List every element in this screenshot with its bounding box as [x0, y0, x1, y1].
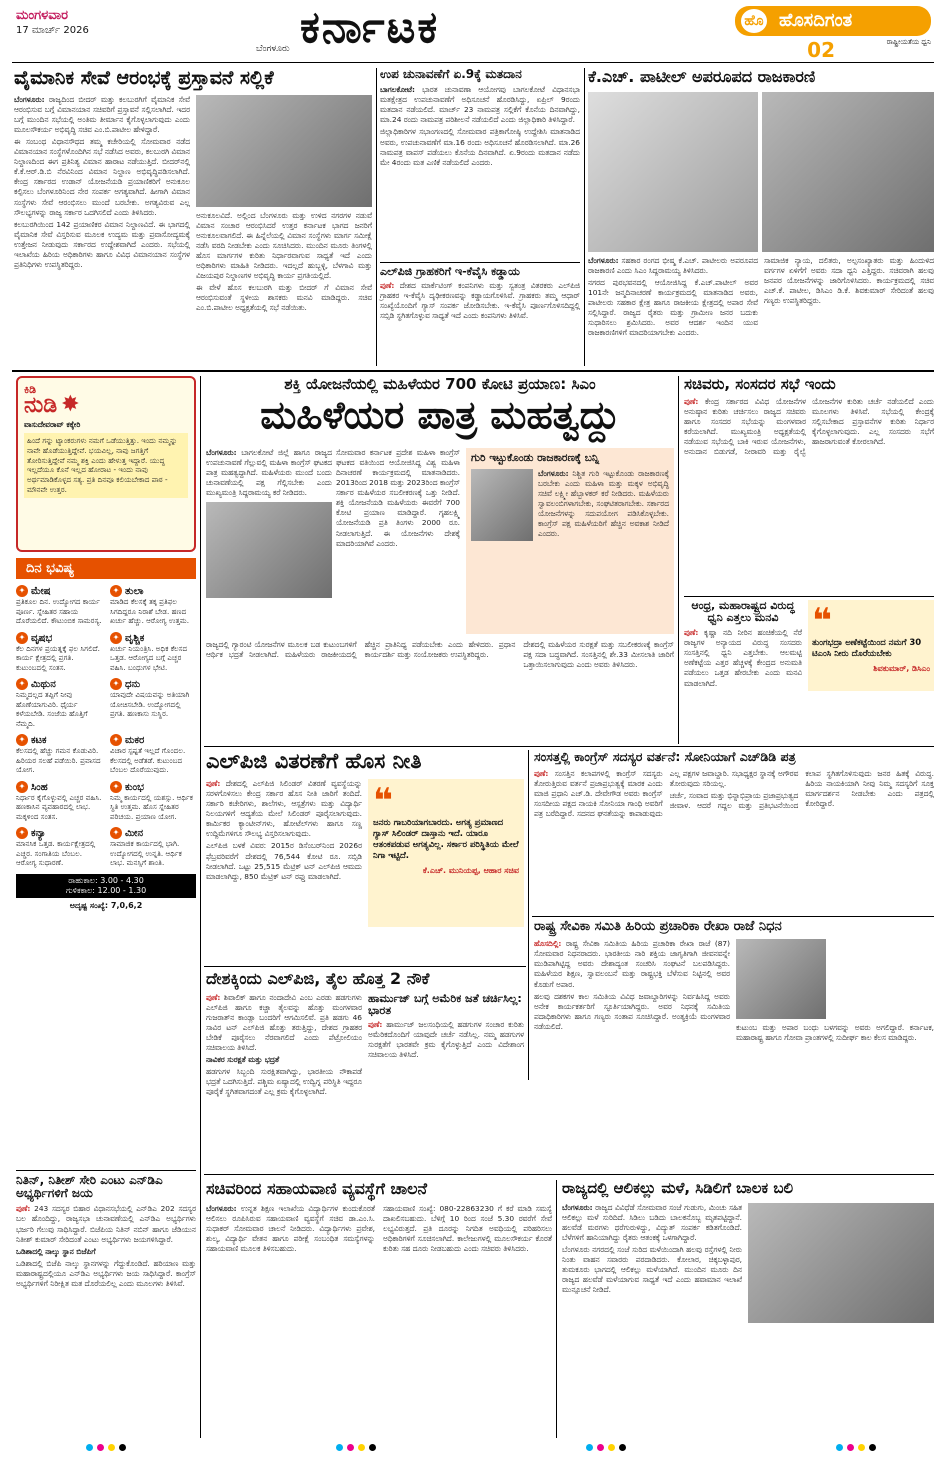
dateline: ಪುಣೆ:	[206, 992, 221, 1002]
section-title: ಕರ್ನಾಟಕ	[300, 2, 440, 53]
sign-name: ✦ ಕುಂಭ	[110, 781, 196, 793]
box-text: ಪುಣೆ: ಹಾರ್ಮುಜ್ ಜಲಸಂಧಿಯಲ್ಲಿ ಹಡಗುಗಳ ಸಂಚಾರ ಕುರಿತು ಅಮೆರಿಕದೊಂದಿಗೆ ಯಾವುದೇ ಚರ್ಚೆ ನಡೆಸಿಲ್ಲ. ನಮ್ಮ ಹಡಗುಗಳ ಸುರಕ್ಷತೆಗೆ ಭಾರತವೇ ಕ್ರಮ ಕೈಗೊಳ್ಳುತ್ತಿದೆ ಎಂದು ವಿದೇಶಾಂಗ ಸಚಿವಾಲಯ ತಿಳಿಸಿದೆ.	[368, 1019, 524, 1059]
headline: ಮಹಿಳೆಯರ ಪಾತ್ರ ಮಹತ್ವದ್ದು	[260, 392, 620, 437]
lead-body-cont: ಸೋಮವಾರ ಕರ್ನಾಟಕ ಪ್ರದೇಶ ಮಹಿಳಾ ಕಾಂಗ್ರೆಸ್ ಘಟಕದ ವತಿಯಿಂದ ಆಯೋಜಿಸಿದ್ದ ವಿಶ್ವ ಮಹಿಳಾ ದಿನಾಚರಣೆ ಕಾರ್ಯಕ್ರಮದಲ್ಲಿ ಮಾತನಾಡಿದರು. 2013ರಿಂದ 2018 ಮತ್ತು 2023ರಿಂದ ಕಾಂಗ್ರೆಸ್ ಸರ್ಕಾರ ಮಹಿಳೆಯರ ಸಬಲೀಕರಣಕ್ಕೆ ಒತ್ತು ನೀಡಿದೆ. ಶಕ್ತಿ ಯೋಜನೆಯಡಿ ಮಹಿಳೆಯರು ಈವರೆಗೆ 700 ಕೋಟಿ ಪ್ರಯಾಣ ಮಾಡಿದ್ದಾರೆ. ಗೃಹಲಕ್ಷ್ಮಿ ಯೋಜನೆಯಡಿ ಪ್ರತಿ ತಿಂಗಳು 2000 ರೂ. ನೀಡಲಾಗುತ್ತಿದೆ. ಈ ಯೋಜನೆಗಳು ದೇಶಕ್ಕೆ ಮಾದರಿಯಾಗಿವೆ ಎಂದರು.	[336, 448, 460, 548]
city-label: ಬೆಂಗಳೂರು	[256, 44, 290, 54]
sign-text: ವಿಚಾರ ಸ್ಪಷ್ಟತೆ ಇಲ್ಲದೆ ಗೊಂದಲ. ಕೆಲಸದಲ್ಲಿ ಅಡೆತಡೆ. ಕುಟುಂಬದ ಬೆಂಬಲ ದೊರೆಯುವುದು.	[110, 746, 186, 774]
brand-tagline: ರಾಷ್ಟ್ರೀಯತೆಯ ಧ್ವನಿ	[886, 38, 931, 46]
story-helpline	[206, 1180, 552, 1256]
sidebar-box-goal	[466, 448, 674, 634]
zodiac-icon: ✦	[16, 632, 28, 644]
print-registration-marks	[336, 1444, 376, 1451]
kicker: ಶಕ್ತಿ ಯೋಜನೆಯಲ್ಲಿ ಮಹಿಳೆಯರ 700 ಕೋಟಿ ಪ್ರಯಾಣ: ಸಿಎಂ	[284, 375, 596, 393]
page-number: 02	[807, 38, 835, 62]
horoscope-sign	[16, 678, 102, 728]
dateline: ಬೆಂಗಳೂರು:	[206, 1203, 237, 1213]
quote-mark-icon: ❝	[373, 781, 393, 822]
gulika-kala: ಗುಳಿಕಕಾಲ: 12.00 - 1.30	[65, 885, 147, 895]
sign-text: ಸಾಮಾಜಿಕ ಕಾರ್ಯದಲ್ಲಿ ಭಾಗಿ. ಉದ್ಯೋಗದಲ್ಲಿ ಉನ್ನತಿ. ಆರ್ಥಿಕ ಲಾಭ. ಮನಸ್ಸಿಗೆ ಶಾಂತಿ.	[110, 839, 182, 867]
sign-text: ಯಾವುದೇ ವಿಷಯವನ್ನು ಅತಿಯಾಗಿ ಯೋಚಿಸಬೇಡಿ. ಉದ್ಯೋಗದಲ್ಲಿ ಪ್ರಗತಿ. ಹಣಕಾಸು ಸುಸ್ಥಿರ.	[110, 690, 190, 718]
horoscope-sign	[16, 827, 102, 868]
headline: ವೈಮಾನಿಕ ಸೇವೆ ಆರಂಭಕ್ಕೆ ಪ್ರಸ್ತಾವನೆ ಸಲ್ಲಿಕೆ	[14, 67, 274, 89]
sign-name: ✦ ವೃಷಭ	[16, 632, 102, 644]
story-obituary	[534, 920, 934, 1045]
lead-body-tail: ರಾಜ್ಯದಲ್ಲಿ ಗ್ಯಾರಂಟಿ ಯೋಜನೆಗಳ ಮೂಲಕ ಬಡ ಕುಟುಂಬಗಳಿಗೆ ಆರ್ಥಿಕ ಭದ್ರತೆ ನೀಡಲಾಗಿದೆ. ಮಹಿಳೆಯರು ರಾಜಕೀಯದಲ್ಲಿ ಹೆಚ್ಚಿನ ಪ್ರಾತಿನಿಧ್ಯ ಪಡೆಯಬೇಕು ಎಂದು ಹೇಳಿದರು. ಪ್ರಧಾನ ಕಾರ್ಯದರ್ಶಿ ಮತ್ತು ಸಂಯೋಜಕರು ಉಪಸ್ಥಿತರಿದ್ದರು. ದೇಶದಲ್ಲಿ ಮಹಿಳೆಯರ ಸುರಕ್ಷತೆ ಮತ್ತು ಸಬಲೀಕರಣಕ್ಕೆ ಕಾಂಗ್ರೆಸ್ ಪಕ್ಷ ಸದಾ ಬದ್ಧವಾಗಿದೆ. ಸಂಸತ್ತಿನಲ್ಲಿ ಶೇ.33 ಮೀಸಲಾತಿ ಜಾರಿಗೆ ಒತ್ತಾಯಿಸಲಾಗುವುದು ಎಂದು ಅವರು ತಿಳಿಸಿದರು.	[206, 640, 674, 670]
dateline: ಬೆಂಗಳೂರು:	[206, 448, 237, 457]
horoscope-sign	[16, 781, 102, 822]
dateline: ಬೆಂಗಳೂರು:	[14, 94, 45, 104]
print-registration-marks	[586, 1444, 626, 1451]
headline: ದೇಶಕ್ಕಿಂದು ಎಲ್‌ಪಿಜಿ, ತೈಲ ಹೊತ್ತ 2 ನೌಕೆ	[206, 969, 430, 988]
horoscope-title: ದಿನ ಭವಿಷ್ಯ	[16, 558, 196, 579]
story-aviation	[14, 68, 372, 368]
quote-mark-icon: ❝	[812, 601, 832, 641]
date-label: 17 ಮಾರ್ಚ್ 2026	[16, 25, 89, 36]
minister-photo	[471, 469, 533, 541]
story-lpg-policy	[206, 750, 524, 927]
headline: ಕೆ.ಎಚ್. ಪಾಟೀಲ್ ಅಪರೂಪದ ರಾಜಕಾರಣಿ	[588, 67, 816, 86]
story-body: ಹೊಸದಿಲ್ಲಿ: ರಾಷ್ಟ್ರ ಸೇವಿಕಾ ಸಮಿತಿಯ ಹಿರಿಯ ಪ್ರಚಾರಿಕಾ ರೇಖಾ ರಾಜೆ (87) ಸೋಮವಾರ ನಿಧನರಾದರು. ಭಾರತೀಯ ನಾರಿ ಶಕ್ತಿಯ ಜಾಗೃತಿಗಾಗಿ ಜೀವನವನ್ನೇ ಮುಡಿಪಾಗಿಟ್ಟಿದ್ದ ಅವರು ದೇಶಾದ್ಯಂತ ಸಂಚರಿಸಿ ಸಂಘಟನೆ ಬಲಪಡಿಸಿದ್ದರು. ಮಹಿಳೆಯರ ಶಿಕ್ಷಣ, ಸ್ವಾವಲಂಬನೆ ಮತ್ತು ರಾಷ್ಟ್ರಭಕ್ತಿ ಬೆಳೆಸುವ ನಿಟ್ಟಿನಲ್ಲಿ ಅವರ ಕೊಡುಗೆ ಅಪಾರ. ಹಲವು ದಶಕಗಳ ಕಾಲ ಸಮಿತಿಯ ವಿವಿಧ ಜವಾಬ್ದಾರಿಗಳನ್ನು ನಿರ್ವಹಿಸಿದ್ದ ಅವರು ಅನೇಕ ಕಾರ್ಯಕರ್ತರಿಗೆ ಸ್ಫೂರ್ತಿಯಾಗಿದ್ದರು. ಅವರ ನಿಧನಕ್ಕೆ ಸಮಿತಿಯ ಪದಾಧಿಕಾರಿಗಳು ಹಾಗೂ ಗಣ್ಯರು ಸಂತಾಪ ಸೂಚಿಸಿದ್ದಾರೆ. ಅಂತ್ಯಕ್ರಿಯೆ ಮಂಗಳವಾರ ನಡೆಯಲಿದೆ.	[534, 939, 730, 1031]
sign-text: ಕೆಲಸದಲ್ಲಿ ಹೆಚ್ಚು ಗಮನ ಕೊಡುವಿರಿ. ಹಿರಿಯರ ಸಲಹೆ ಪಡೆಯಿರಿ. ಪ್ರವಾಸದ ಯೋಗ.	[16, 746, 101, 774]
headline: ರಾಷ್ಟ್ರ ಸೇವಿಕಾ ಸಮಿತಿ ಹಿರಿಯ ಪ್ರಚಾರಿಕಾ ರೇಖಾ ರಾಜೆ ನಿಧನ	[534, 919, 782, 934]
row-rule	[204, 1174, 934, 1175]
story-parliament-letter	[534, 750, 934, 919]
dateline: ಹೊಸದಿಲ್ಲಿ:	[534, 939, 562, 949]
sign-name: ✦ ಕಟಕ	[16, 734, 102, 746]
horoscope-sign	[16, 632, 102, 673]
col-divider	[584, 68, 585, 366]
quote-text: ಜನರು ಗಾಬರಿಯಾಗಬಾರದು. ಅಗತ್ಯ ಪ್ರಮಾಣದ ಗ್ಯಾಸ್ ಸಿಲಿಂಡರ್ ದಾಸ್ತಾನು ಇದೆ. ಯಾರೂ ಆತಂಕಪಡುವ ಅಗತ್ಯವಿಲ್ಲ. ಸರ್ಕಾರ ಪರಿಸ್ಥಿತಿಯ ಮೇಲೆ ನಿಗಾ ಇಟ್ಟಿದೆ.	[373, 818, 519, 862]
story-body: ಬೆಂಗಳೂರು: ರಾಜ್ಯದಿಂದ ಬೀದರ್ ಮತ್ತು ಕಲಬುರಗಿಗೆ ವೈಮಾನಿಕ ಸೇವೆ ಆರಂಭಿಸುವ ಬಗ್ಗೆ ವಿಮಾನಯಾನ ಸಚಿವರಿಗೆ ಪ್ರಸ್ತಾವನೆ ಸಲ್ಲಿಸಲಾಗಿದೆ. ಇದರ ಬಗ್ಗೆ ಮುಂದಿನ ಸಭೆಯಲ್ಲಿ ಅಂತಿಮ ತೀರ್ಮಾನ ಕೈಗೊಳ್ಳಲಾಗುವುದು ಎಂದು ಮೂಲಸೌಕರ್ಯ ಅಭಿವೃದ್ಧಿ ಸಚಿವ ಎಂ.ಬಿ.ಪಾಟೀಲ ಹೇಳಿದ್ದಾರೆ. ಈ ಸಂಬಂಧ ವಿಧಾನಸೌಧದ ತಮ್ಮ ಕಚೇರಿಯಲ್ಲಿ ಸೋಮವಾರ ನಡೆದ ವಿಮಾನಯಾನ ಸಂಸ್ಥೆಗಳೊಂದಿಗಿನ ಸಭೆ ನಡೆಸಿದ ಅವರು, ಕಲಬುರಗಿ ವಿಮಾನ ನಿಲ್ದಾಣದಿಂದ ಈಗ ಪ್ರತಿನಿತ್ಯ ವಿಮಾನ ಹಾರಾಟ ನಡೆಯುತ್ತಿದೆ. ಬೀದರ್‌ನಲ್ಲಿ ಕೆ.ಕೆ.ಆರ್.ಡಿ.ಬಿ ನೆರವಿನಿಂದ ವಿಮಾನ ನಿಲ್ದಾಣ ಅಭಿವೃದ್ಧಿಪಡಿಸಲಾಗಿದೆ. ಕೇಂದ್ರ ಸರ್ಕಾರದ ಉಡಾನ್ ಯೋಜನೆಯಡಿ ಪ್ರಯಾಣಿಕರಿಗೆ ಅನುಕೂಲ ಕಲ್ಪಿಸಲು ಬೆಂಗಳೂರಿನಿಂದ ನೇರ ಸಂಪರ್ಕ ಅಗತ್ಯವಾಗಿದೆ. ಹೀಗಾಗಿ ವಿಮಾನ ಸಂಸ್ಥೆಗಳು ಸೇವೆ ಆರಂಭಿಸಲು ಮುಂದೆ ಬರಬೇಕು. ಅಗತ್ಯವಿರುವ ಎಲ್ಲ ಸೌಲಭ್ಯಗಳನ್ನು ರಾಜ್ಯ ಸರ್ಕಾರ ಒದಗಿಸಲಿದೆ ಎಂದು ತಿಳಿಸಿದರು. ಕಲಬುರಗಿಯಿಂದ 142 ಪ್ರಯಾಣಿಕರ ವಿಮಾನ ನಿಲ್ದಾಣವಿದೆ. ಈ ಭಾಗದಲ್ಲಿ ವೈಮಾನಿಕ ಸೇವೆ ವಿಸ್ತರಿಸುವ ಮೂಲಕ ಉದ್ಯಮ ಮತ್ತು ಪ್ರವಾಸೋದ್ಯಮಕ್ಕೆ ಉತ್ತೇಜನ ನೀಡುವುದು ಸರ್ಕಾರದ ಉದ್ದೇಶವಾಗಿದೆ ಎಂದರು. ಸಭೆಯಲ್ಲಿ ಇಲಾಖೆಯ ಹಿರಿಯ ಅಧಿಕಾರಿಗಳು ಹಾಗೂ ವಿವಿಧ ವಿಮಾನಯಾನ ಸಂಸ್ಥೆಗಳ ಪ್ರತಿನಿಧಿಗಳು ಉಪಸ್ಥಿತರಿದ್ದರು.	[14, 94, 190, 269]
kidi-author: ವಾಸುದೇವರಾವ್ ಕಕ್ಕೇರಿ	[24, 420, 81, 429]
brand-logo-icon: ಹೊ	[741, 9, 767, 33]
row-rule	[204, 746, 934, 747]
col-divider	[200, 376, 201, 1438]
story-body: ಪುಣೆ: ದೇಶದ ಮಾರ್ಕೆಟಿಂಗ್ ಕಂಪನಿಗಳು ಮತ್ತು ಸ್ವತಂತ್ರ ವಿತರಕರು ಎಲ್‌ಪಿಜಿ ಗ್ರಾಹಕರ ಇ-ಕೆವೈಸಿ ದೃಢೀಕರಣವನ್ನು ಕಡ್ಡಾಯಗೊಳಿಸಿವೆ. ಗ್ರಾಹಕರು ತಮ್ಮ ಆಧಾರ್ ಸಂಖ್ಯೆಯೊಂದಿಗೆ ಗ್ಯಾಸ್ ಸಂಪರ್ಕ ಜೋಡಿಸಬೇಕು. ಇ-ಕೆವೈಸಿ ಪೂರ್ಣಗೊಳಿಸದಿದ್ದಲ್ಲಿ ಸಬ್ಸಿಡಿ ಸ್ಥಗಿತಗೊಳ್ಳುವ ಸಾಧ್ಯತೆ ಇದೆ ಎಂದು ಕಂಪನಿಗಳು ತಿಳಿಸಿವೆ.	[380, 281, 580, 321]
zodiac-icon: ✦	[110, 781, 122, 793]
sign-name: ✦ ಕನ್ಯಾ	[16, 827, 102, 839]
story-lead-women	[206, 376, 674, 436]
kidi-nudi-box	[16, 376, 196, 552]
horoscope-sign	[110, 827, 196, 868]
sign-name: ✦ ಮಕರ	[110, 734, 196, 746]
divider	[684, 596, 934, 597]
sign-name: ✦ ಸಿಂಹ	[16, 781, 102, 793]
rahu-kala: ರಾಹುಕಾಲ: 3.00 - 4.30	[68, 875, 144, 885]
horoscope-sign	[16, 734, 102, 775]
sign-text: ನಿಮ್ಮ ಕಾರ್ಯದಲ್ಲಿ ಯಶಸ್ಸು. ಆರ್ಥಿಕ ಸ್ಥಿತಿ ಉತ್ತಮ. ಹೊಸ ಸ್ನೇಹಿತರ ಪರಿಚಯ. ಪ್ರಯಾಣ ಯೋಗ.	[110, 792, 193, 821]
kidi-text: ಹಿಂದೆ ಗನ್ನು ಟ್ಯಾಂಕರುಗಳು ನಮಗೆ ಒಡೆಯುತ್ತಿತ್ತು. ಇಂದು ನಮ್ಮನ್ನು ನಾವೇ ಹೊಡೆಯುತ್ತಿದ್ದೇವೆ. ಭಯವಿಲ್ಲ, ನಾವು ಜಗತ್ತಿಗೆ ತೋರಿಸುತ್ತಿದ್ದೇವೆ ನಮ್ಮ ಶಕ್ತಿ ಎಂದು ಹೇಳುತ್ತ ಇದ್ದಾರೆ. ಯುದ್ಧ ಇಲ್ಲದೆಯೂ ಕೊನೆ ಇಲ್ಲದ ಹೋರಾಟ - ಇಂದು ನಾವು ಅರ್ಥಮಾಡಿಕೊಳ್ಳದ ಸತ್ಯ. ಪ್ರತಿ ದಿನವೂ ಕಲಿಯಬೇಕಾದ ಪಾಠ - ಮೌನವೇ ಉತ್ತರ.	[24, 433, 188, 498]
brand-name: ಹೊಸದಿಗಂತ	[779, 10, 853, 31]
horoscope-section	[16, 558, 196, 911]
zodiac-icon: ✦	[110, 827, 122, 839]
sign-name: ✦ ಮೇಷ	[16, 585, 102, 597]
sign-name: ✦ ವೃಶ್ಚಿಕ	[110, 632, 196, 644]
story-lpg-ekyc	[380, 266, 580, 323]
dateline: ಪುಣೆ:	[16, 1204, 31, 1214]
sign-name: ✦ ಧನು	[110, 678, 196, 690]
story-body: ಪುಣೆ: ಶಿವಾಲಿಕ್ ಹಾಗೂ ನಂದಾದೇವಿ ಎಂಬ ಎರಡು ಹಡಗುಗಳು ಎಲ್‌ಪಿಜಿ ಹಾಗೂ ಕಚ್ಚಾ ತೈಲವನ್ನು ಹೊತ್ತು ಮಂಗಳವಾರ ಗುಜರಾತ್‌ನ ಕಾಂಡ್ಲಾ ಬಂದರಿಗೆ ಆಗಮಿಸಲಿವೆ. ಪ್ರತಿ ಹಡಗು 46 ಸಾವಿರ ಟನ್ ಎಲ್‌ಪಿಜಿ ಹೊತ್ತು ತರುತ್ತಿದ್ದು, ದೇಶದ ಗ್ರಾಹಕರ ಬೇಡಿಕೆ ಪೂರೈಸಲು ನೆರವಾಗಲಿದೆ ಎಂದು ಪೆಟ್ರೋಲಿಯಂ ಸಚಿವಾಲಯ ತಿಳಿಸಿದೆ. ನಾವಿಕರ ಸುರಕ್ಷತೆ ಮತ್ತು ಭದ್ರತೆ ಹಡಗುಗಳ ಸಿಬ್ಬಂದಿ ಸುರಕ್ಷಿತವಾಗಿದ್ದು, ಭಾರತೀಯ ನೌಕಾಪಡೆ ಭದ್ರತೆ ಒದಗಿಸುತ್ತಿದೆ. ಪಶ್ಚಿಮ ಏಷ್ಯಾದಲ್ಲಿ ಉದ್ವಿಗ್ನ ಪರಿಸ್ಥಿತಿ ಇದ್ದರೂ ಪೂರೈಕೆ ಸ್ಥಗಿತವಾಗದಂತೆ ಎಲ್ಲ ಕ್ರಮ ಕೈಗೊಳ್ಳಲಾಗಿದೆ.	[206, 992, 362, 1097]
horoscope-grid	[16, 585, 196, 868]
headline: ಉಪ ಚುನಾವಣೆಗೆ ಏ.9ಕ್ಕೆ ಮತದಾನ	[380, 67, 522, 81]
horoscope-sign	[16, 585, 102, 626]
story-andhra	[684, 600, 934, 691]
masthead-rule	[12, 62, 934, 63]
dateline: ಪುಣೆ:	[684, 628, 699, 638]
headline: ಸಂಸತ್ತಲ್ಲಿ ಕಾಂಗ್ರೆಸ್ ಸದಸ್ಯರ ವರ್ತನೆ: ಸೋನಿಯಾಗೆ ಎಚ್‌ಡಿಡಿ ಪತ್ರ	[534, 749, 796, 764]
dateline: ಪುಣೆ:	[684, 396, 699, 406]
headline: ರಾಜ್ಯದಲ್ಲಿ ಆಲಿಕಲ್ಲು ಮಳೆ, ಸಿಡಿಲಿಗೆ ಬಾಲಕ ಬಲಿ	[562, 1179, 794, 1197]
headline: ಸಚಿವರು, ಸಂಸದರ ಸಭೆ ಇಂದು	[684, 375, 836, 393]
quote-box	[368, 779, 524, 927]
divider	[532, 916, 934, 917]
dateline: ಪುಣೆ:	[206, 779, 221, 789]
col-divider	[376, 68, 377, 366]
headline: ನಿತಿನ್, ನಿತೀಶ್ ಸೇರಿ ಎಂಟು ಎನ್‌ಡಿಎ ಅಭ್ಯರ್ಥಿಗಳಿಗೆ ಜಯ	[16, 1173, 163, 1201]
lucky-number: ಅದೃಷ್ಟ ಸಂಖ್ಯೆ: 7,0,6,2	[69, 900, 143, 910]
zodiac-icon: ✦	[16, 827, 28, 839]
brand-logo-banner[interactable]	[735, 6, 931, 36]
lead-body: ಬೆಂಗಳೂರು: ಬಾಗಲಕೋಟೆ ಜಿಲ್ಲೆ ಹಾಗೂ ರಾಜ್ಯದ ಉಪಚುನಾವಣೆ ಗೆಲ್ಲುವಲ್ಲಿ ಮಹಿಳಾ ಕಾಂಗ್ರೆಸ್ ಘಟಕದ ಪಾತ್ರ ಮಹತ್ವದ್ದಾಗಿದೆ. ಮಹಿಳೆಯರು ಮುಂದೆ ಬಂದು ಚುನಾವಣೆಯಲ್ಲಿ ಪಕ್ಷ ಗೆಲ್ಲಿಸಬೇಕು ಎಂದು ಮುಖ್ಯಮಂತ್ರಿ ಸಿದ್ದರಾಮಯ್ಯ ಕರೆ ನೀಡಿದರು.	[206, 448, 332, 598]
zodiac-icon: ✦	[110, 585, 122, 597]
box-title: ಗುರಿ ಇಟ್ಟುಕೊಂಡು ರಾಜಕಾರಣಕ್ಕೆ ಬನ್ನಿ	[471, 452, 600, 464]
subhead: ನಾವಿಕರ ಸುರಕ್ಷತೆ ಮತ್ತು ಭದ್ರತೆ	[206, 1054, 280, 1064]
story-body: ಬಾಗಲಕೋಟೆ: ಭಾರತ ಚುನಾವಣಾ ಆಯೋಗವು ಬಾಗಲಕೋಟೆ ವಿಧಾನಸಭಾ ಮತಕ್ಷೇತ್ರದ ಉಪಚುನಾವಣೆಗೆ ಅಧಿಸೂಚನೆ ಹೊರಡಿಸಿದ್ದು, ಏಪ್ರಿಲ್ 9ರಂದು ಮತದಾನ ನಡೆಯಲಿದೆ. ಮಾರ್ಚ್ 23 ನಾಮಪತ್ರ ಸಲ್ಲಿಕೆಗೆ ಕೊನೆಯ ದಿನವಾಗಿದ್ದು, ಮಾ.24 ರಂದು ನಾಮಪತ್ರ ಪರಿಶೀಲನೆ ನಡೆಯಲಿದೆ ಎಂದು ಜಿಲ್ಲಾಧಿಕಾರಿ ತಿಳಿಸಿದ್ದಾರೆ. ಜಿಲ್ಲಾಧಿಕಾರಿಗಳ ಸಭಾಂಗಣದಲ್ಲಿ ಸೋಮವಾರ ಪತ್ರಿಕಾಗೋಷ್ಠಿ ಉದ್ದೇಶಿಸಿ ಮಾತನಾಡಿದ ಅವರು, ಉಪಚುನಾವಣೆಗೆ ಮಾ.16 ರಂದು ಅಧಿಸೂಚನೆ ಹೊರಡಿಸಲಾಗಿದೆ. ಮಾ.26 ನಾಮಪತ್ರ ವಾಪಸ್ ಪಡೆಯಲು ಕೊನೆಯ ದಿನವಾಗಿದೆ. ಏ.9ರಂದು ಮತದಾನ ನಡೆದು ಮೇ 4ರಂದು ಮತ ಎಣಿಕೆ ನಡೆಯಲಿದೆ ಎಂದರು.	[380, 85, 580, 167]
sign-text: ಮಾಡಿದ ಕೆಲಸಕ್ಕೆ ತಕ್ಕ ಪ್ರತಿಫಲ ಸಿಗದಿದ್ದರೂ ನಿರಾಶೆ ಬೇಡ. ಹಣದ ಖರ್ಚು ಹೆಚ್ಚು. ಆರೋಗ್ಯ ಉತ್ತಮ.	[110, 597, 190, 625]
quote-text: ತುಂಗಭದ್ರಾ ಅಣೆಕಟ್ಟೆಯಿಂದ ನಮಗೆ 30 ಟಿಎಂಸಿ ನೀರು ದೊರೆಯಬೇಕು	[812, 638, 922, 660]
story-body: ಪುಣೆ: ಕೃಷ್ಣಾ ನದಿ ನೀರಿನ ಹಂಚಿಕೆಯಲ್ಲಿ ನೆರೆ ರಾಜ್ಯಗಳ ಅನ್ಯಾಯದ ವಿರುದ್ಧ ಸಂಸದರು ಸಂಸತ್ತಿನಲ್ಲಿ ಧ್ವನಿ ಎತ್ತಬೇಕು. ಆಲಮಟ್ಟಿ ಅಣೆಕಟ್ಟೆಯ ಎತ್ತರ ಹೆಚ್ಚಳಕ್ಕೆ ಕೇಂದ್ರದ ಅನುಮತಿ ಪಡೆಯಲು ಒತ್ತಡ ಹೇರಬೇಕು ಎಂದು ಮನವಿ ಮಾಡಲಾಗಿದೆ.	[684, 628, 802, 688]
zodiac-icon: ✦	[110, 678, 122, 690]
horoscope-sign	[110, 632, 196, 673]
masthead-date	[16, 8, 216, 36]
col-divider	[528, 750, 529, 1080]
spark-icon: ✸	[61, 392, 80, 417]
day-label: ಮಂಗಳವಾರ	[16, 8, 69, 23]
story-body: ಬೆಂಗಳೂರು: ಸಹಕಾರ ರಂಗದ ಭೀಷ್ಮ ಕೆ.ಎಚ್. ಪಾಟೀಲರು ಅಪರೂಪದ ರಾಜಕಾರಣಿ ಎಂದು ಸಿಎಂ ಸಿದ್ದರಾಮಯ್ಯ ತಿಳಿಸಿದರು. ನಗರದ ಪುರಭವನದಲ್ಲಿ ಆಯೋಜಿಸಿದ್ದ ಕೆ.ಎಚ್.ಪಾಟೀಲ್ ಅವರ 101ನೇ ಜನ್ಮದಿನಾಚರಣೆ ಕಾರ್ಯಕ್ರಮದಲ್ಲಿ ಮಾತನಾಡಿದ ಅವರು, ಪಾಟೀಲರು ಸಹಕಾರ ಕ್ಷೇತ್ರ ಹಾಗೂ ರಾಜಕೀಯ ಕ್ಷೇತ್ರದಲ್ಲಿ ಅಪಾರ ಸೇವೆ ಸಲ್ಲಿಸಿದ್ದಾರೆ. ರಾಜ್ಯದ ರೈತರು ಮತ್ತು ಗ್ರಾಮೀಣ ಜನರ ಬದುಕು ಸುಧಾರಿಸಲು ಶ್ರಮಿಸಿದರು. ಅವರ ಆದರ್ಶ ಇಂದಿನ ಯುವ ರಾಜಕಾರಣಿಗಳಿಗೆ ಮಾದರಿಯಾಗಬೇಕು ಎಂದರು.	[588, 255, 758, 338]
story-ministers-meeting	[684, 376, 934, 457]
dateline: ಪುಣೆ:	[534, 768, 549, 778]
col-divider	[678, 376, 679, 744]
story-body: ಪುಣೆ: ದೇಶದಲ್ಲಿ ಎಲ್‌ಪಿಜಿ ಸಿಲಿಂಡರ್ ವಿತರಣೆ ವ್ಯವಸ್ಥೆಯನ್ನು ಸರಳಗೊಳಿಸಲು ಕೇಂದ್ರ ಸರ್ಕಾರ ಹೊಸ ನೀತಿ ಜಾರಿಗೆ ತಂದಿದೆ. ಸರ್ಕಾರಿ ಕಚೇರಿಗಳು, ಶಾಲೆಗಳು, ಆಸ್ಪತ್ರೆಗಳು ಮತ್ತು ವಿದ್ಯಾರ್ಥಿ ನಿಲಯಗಳಿಗೆ ಆದ್ಯತೆಯ ಮೇಲೆ ಸಿಲಿಂಡರ್ ಪೂರೈಸಲಾಗುವುದು. ಕಾರ್ಮಿಕರ ಕ್ಯಾಂಟೀನ್‌ಗಳು, ಹೋಟೆಲ್‌ಗಳು ಹಾಗೂ ಸಣ್ಣ ಉದ್ದಿಮೆಗಳಿಗೂ ಸೌಲಭ್ಯ ವಿಸ್ತರಿಸಲಾಗುವುದು. ಎಲ್‌ಪಿಜಿ ಬಳಕೆ ವಿವರ: 2015ರ ಡಿಸೆಂಬರ್‌ನಿಂದ 2026ರ ಫೆಬ್ರವರಿವರೆಗೆ ದೇಶದಲ್ಲಿ 76,544 ಕೋಟಿ ರೂ. ಸಬ್ಸಿಡಿ ನೀಡಲಾಗಿದೆ. ಒಟ್ಟು 25,515 ಮೆಟ್ರಿಕ್ ಟನ್ ಎಲ್‌ಪಿಜಿ ಆಮದು ಮಾಡಲಾಗಿದ್ದು, 850 ಮೆಟ್ರಿಕ್ ಟನ್ ರಫ್ತು ಮಾಡಲಾಗಿದೆ.	[206, 779, 362, 881]
story-nda	[16, 1174, 196, 1291]
sign-text: ಮಾನಸಿಕ ಒತ್ತಡ. ಕಾರ್ಯಕ್ಷೇತ್ರದಲ್ಲಿ ಎಚ್ಚರ. ಸಂಗಾತಿಯ ಬೆಂಬಲ. ಆರೋಗ್ಯ ಸುಧಾರಣೆ.	[16, 839, 96, 867]
col-divider	[556, 1180, 557, 1438]
hormuz-box	[368, 993, 524, 1100]
rahu-kala-box	[16, 874, 196, 898]
sign-text: ನಿರ್ಧಾರ ಕೈಗೊಳ್ಳುವಲ್ಲಿ ಎಚ್ಚರ ವಹಿಸಿ. ಹಣಕಾಸಿನ ವ್ಯವಹಾರದಲ್ಲಿ ಲಾಭ. ಮಕ್ಕಳಿಂದ ಸಂತಸ.	[16, 792, 102, 821]
horoscope-sign	[110, 585, 196, 626]
quote-byline: ಕೆ.ಎಚ್. ಮುನಿಯಪ್ಪ, ಆಹಾರ ಸಚಿವ	[422, 866, 519, 876]
horoscope-sign	[110, 734, 196, 775]
horoscope-sign	[110, 678, 196, 728]
story-body-cont: ಅನುಕೂಲವಿದೆ. ಅಲ್ಲಿಂದ ಬೆಂಗಳೂರು ಮತ್ತು ಉಳಿದ ನಗರಗಳ ನಡುವೆ ವಿಮಾನ ಸಂಚಾರ ಆರಂಭಿಸಿದರೆ ಉತ್ತರ ಕರ್ನಾಟಕ ಭಾಗದ ಜನರಿಗೆ ಅನುಕೂಲವಾಗಲಿದೆ. ಈ ಹಿನ್ನೆಲೆಯಲ್ಲಿ ವಿಮಾನ ಸಂಸ್ಥೆಗಳು ಮಾರ್ಗ ಸಮೀಕ್ಷೆ ನಡೆಸಿ ವರದಿ ನೀಡಬೇಕು ಎಂದು ಸೂಚಿಸಿದರು. ಮುಂದಿನ ಮೂರು ತಿಂಗಳಲ್ಲಿ ಹೊಸ ಮಾರ್ಗಗಳ ಕುರಿತು ನಿರ್ಧಾರವಾಗುವ ಸಾಧ್ಯತೆ ಇದೆ ಎಂದು ಅಧಿಕಾರಿಗಳು ಮಾಹಿತಿ ನೀಡಿದರು. ಇದಲ್ಲದೆ ಹುಬ್ಬಳ್ಳಿ, ಬೆಳಗಾವಿ ಮತ್ತು ವಿಜಯಪುರ ನಿಲ್ದಾಣಗಳ ಅಭಿವೃದ್ಧಿ ಕಾರ್ಯ ಪ್ರಗತಿಯಲ್ಲಿದೆ. ಈ ವೇಳೆ ಹೊಸ ಕಲಬುರಗಿ ಮತ್ತು ಬೀದರ್ ಗೆ ವಿಮಾನ ಸೇವೆ ಆರಂಭಿಸುವಂತೆ ಸ್ಥಳೀಯ ಶಾಸಕರು ಮನವಿ ಮಾಡಿದ್ದರು. ಸಚಿವ ಎಂ.ಬಿ.ಪಾಟೀಲ ಅಧ್ಯಕ್ಷತೆಯಲ್ಲಿ ಸಭೆ ನಡೆಯಿತು.	[196, 210, 372, 313]
sign-text: ನಿಮ್ಮದಲ್ಲದ ತಪ್ಪಿಗೆ ನೀವು ಹೊಣೆಯಾಗುವಿರಿ. ಧೈರ್ಯ ಕಳೆಯಬೇಡಿ. ಸಂಜೆಯ ಹೊತ್ತಿಗೆ ನೆಮ್ಮದಿ.	[16, 690, 88, 728]
sign-name: ✦ ತುಲಾ	[110, 585, 196, 597]
story-body: ಪುಣೆ: ಸಂಸತ್ತಿನ ಕಲಾಪಗಳಲ್ಲಿ ಕಾಂಗ್ರೆಸ್ ಸದಸ್ಯರು ತೋರುತ್ತಿರುವ ವರ್ತನೆ ಪ್ರಜಾಪ್ರಭುತ್ವಕ್ಕೆ ಮಾರಕ ಎಂದು ಮಾಜಿ ಪ್ರಧಾನಿ ಎಚ್.ಡಿ. ದೇವೇಗೌಡ ಅವರು ಕಾಂಗ್ರೆಸ್ ಸಂಸದೀಯ ಪಕ್ಷದ ನಾಯಕಿ ಸೋನಿಯಾ ಗಾಂಧಿ ಅವರಿಗೆ ಪತ್ರ ಬರೆದಿದ್ದಾರೆ. ಸದನದ ಘನತೆಯನ್ನು ಕಾಪಾಡುವುದು ಎಲ್ಲ ಪಕ್ಷಗಳ ಜವಾಬ್ದಾರಿ. ಸಭಾಧ್ಯಕ್ಷರ ಸ್ಥಾನಕ್ಕೆ ಅಗೌರವ ತೋರುವುದು ಸರಿಯಲ್ಲ. ಚರ್ಚೆ, ಸಂವಾದ ಮತ್ತು ಭಿನ್ನಾಭಿಪ್ರಾಯ ಪ್ರಜಾಪ್ರಭುತ್ವದ ಜೀವಾಳ. ಆದರೆ ಗದ್ದಲ ಮತ್ತು ಪ್ರತಿಭಟನೆಯಿಂದ ಕಲಾಪ ಸ್ಥಗಿತಗೊಳಿಸುವುದು ಜನರ ಹಿತಕ್ಕೆ ವಿರುದ್ಧ. ಹಿರಿಯ ನಾಯಕಿಯಾಗಿ ನೀವು ನಿಮ್ಮ ಸದಸ್ಯರಿಗೆ ಸೂಕ್ತ ಮಾರ್ಗದರ್ಶನ ನೀಡಬೇಕು ಎಂದು ಪತ್ರದಲ್ಲಿ ಕೋರಿದ್ದಾರೆ.	[534, 768, 934, 818]
zodiac-icon: ✦	[16, 781, 28, 793]
story-byelection	[380, 68, 580, 170]
headline: ಆಂಧ್ರ, ಮಹಾರಾಷ್ಟ್ರದ ವಿರುದ್ಧ ಧ್ವನಿ ಎತ್ತಲು ಮನವಿ	[691, 599, 795, 625]
sign-name: ✦ ಮಿಥುನ	[16, 678, 102, 690]
story-body-cont: ಕುಟುಂಬ ಮತ್ತು ಅಪಾರ ಬಂಧು ಬಳಗವನ್ನು ಅವರು ಅಗಲಿದ್ದಾರೆ. ಕರ್ನಾಟಕ, ಮಹಾರಾಷ್ಟ್ರ ಹಾಗೂ ಗೋವಾ ಪ್ರಾಂತಗಳಲ್ಲಿ ಸುದೀರ್ಘ ಕಾಲ ಕೆಲಸ ಮಾಡಿದ್ದರು.	[736, 1023, 934, 1043]
sign-name: ✦ ಮೀನ	[110, 827, 196, 839]
row-rule	[12, 370, 934, 372]
headline: ಸಚಿವರಿಂದ ಸಹಾಯವಾಣಿ ವ್ಯವಸ್ಥೆಗೆ ಚಾಲನೆ	[206, 1179, 427, 1198]
print-registration-marks	[836, 1444, 876, 1451]
zodiac-icon: ✦	[16, 585, 28, 597]
sign-text: ಕೆಲ ದಿನಗಳ ಪ್ರಯತ್ನಕ್ಕೆ ಫಲ ಸಿಗಲಿದೆ. ಕಾರ್ಯ ಕ್ಷೇತ್ರದಲ್ಲಿ ಪ್ರಗತಿ. ಕುಟುಂಬದಲ್ಲಿ ಸಂತಸ.	[16, 643, 100, 672]
event-photo	[588, 92, 758, 252]
headline: ಎಲ್‌ಪಿಜಿ ಗ್ರಾಹಕರಿಗೆ ಇ-ಕೆವೈಸಿ ಕಡ್ಡಾಯ	[380, 265, 520, 278]
rain-photo	[748, 1203, 934, 1323]
story-body: ಬೆಂಗಳೂರು: ಉನ್ನತ ಶಿಕ್ಷಣ ಇಲಾಖೆಯ ವಿದ್ಯಾರ್ಥಿಗಳ ಕುಂದುಕೊರತೆ ಆಲಿಸಲು ರೂಪಿಸಿರುವ ಸಹಾಯವಾಣಿ ವ್ಯವಸ್ಥೆಗೆ ಸಚಿವ ಡಾ.ಎಂ.ಸಿ. ಸುಧಾಕರ್ ಸೋಮವಾರ ಚಾಲನೆ ನೀಡಿದರು. ವಿದ್ಯಾರ್ಥಿಗಳು ಪ್ರವೇಶ, ಶುಲ್ಕ, ವಿದ್ಯಾರ್ಥಿ ವೇತನ ಹಾಗೂ ಪರೀಕ್ಷೆ ಸಂಬಂಧಿತ ಸಮಸ್ಯೆಗಳನ್ನು ಸಹಾಯವಾಣಿ ಮೂಲಕ ತಿಳಿಸಬಹುದು. ಸಹಾಯವಾಣಿ ಸಂಖ್ಯೆ: 080-22863230 ಗೆ ಕರೆ ಮಾಡಿ ಸಮಸ್ಯೆ ದಾಖಲಿಸಬಹುದು. ಬೆಳಿಗ್ಗೆ 10 ರಿಂದ ಸಂಜೆ 5.30 ರವರೆಗೆ ಸೇವೆ ಲಭ್ಯವಿರುತ್ತದೆ. ಪ್ರತಿ ದೂರನ್ನು ನಿಗದಿತ ಅವಧಿಯಲ್ಲಿ ಪರಿಹರಿಸಲು ಅಧಿಕಾರಿಗಳಿಗೆ ಸೂಚಿಸಲಾಗಿದೆ. ಕಾಲೇಜುಗಳಲ್ಲಿ ಮೂಲಸೌಕರ್ಯ ಕೊರತೆ ಕುರಿತು ಸಹ ದೂರು ನೀಡಬಹುದು ಎಂದು ಸಚಿವರು ತಿಳಿಸಿದರು.	[206, 1203, 552, 1253]
zodiac-icon: ✦	[16, 678, 28, 690]
dateline: ಬೆಂಗಳೂರು:	[562, 1202, 593, 1212]
print-registration-marks	[86, 1444, 126, 1451]
leaders-photo	[762, 92, 934, 252]
story-body: ಪುಣೆ: ಕೇಂದ್ರ ಸರ್ಕಾರದ ವಿವಿಧ ಯೋಜನೆಗಳ ಅನುಷ್ಠಾನ ಕುರಿತು ಚರ್ಚಿಸಲು ರಾಜ್ಯದ ಸಚಿವರು ಹಾಗೂ ಸಂಸದರ ಸಭೆಯನ್ನು ಮಂಗಳವಾರ ಕರೆಯಲಾಗಿದೆ. ಮುಖ್ಯಮಂತ್ರಿ ಅಧ್ಯಕ್ಷತೆಯಲ್ಲಿ ನಡೆಯುವ ಸಭೆಯಲ್ಲಿ ಬಾಕಿ ಇರುವ ಯೋಜನೆಗಳು, ಅನುದಾನ ಬಿಡುಗಡೆ, ನೀರಾವರಿ ಮತ್ತು ರೈಲ್ವೆ ಯೋಜನೆಗಳ ಕುರಿತು ಚರ್ಚೆ ನಡೆಯಲಿದೆ ಎಂದು ಮೂಲಗಳು ತಿಳಿಸಿವೆ. ಸಭೆಯಲ್ಲಿ ಕೇಂದ್ರಕ್ಕೆ ಸಲ್ಲಿಸಬೇಕಾದ ಪ್ರಸ್ತಾವನೆಗಳ ಕುರಿತು ನಿರ್ಧಾರ ಕೈಗೊಳ್ಳಲಾಗುವುದು. ಎಲ್ಲ ಸಂಸದರು ಸಭೆಗೆ ಹಾಜರಾಗುವಂತೆ ಕೋರಲಾಗಿದೆ.	[684, 396, 934, 456]
dateline: ಬಾಗಲಕೋಟೆ:	[380, 85, 416, 95]
sign-text: ಪ್ರತಿಕೂಲ ದಿನ. ಉದ್ಯೋಗದ ಕಾರ್ಯ ಪೂರ್ಣ. ಸ್ನೇಹಿತರ ಸಹಾಯ ದೊರೆಯಲಿದೆ. ಕೌಟುಂಬಿಕ ಸಾಮರಸ್ಯ.	[16, 597, 102, 625]
kidi-nudi-title: ಕಿಡಿ ನುಡಿ	[24, 383, 58, 418]
zodiac-icon: ✦	[110, 632, 122, 644]
dateline: ಬೆಂಗಳೂರು:	[588, 255, 619, 265]
cm-photo	[206, 502, 332, 598]
box-text: ಬೆಂಗಳೂರು: ನಿಶ್ಚಿತ ಗುರಿ ಇಟ್ಟುಕೊಂಡು ರಾಜಕಾರಣಕ್ಕೆ ಬರಬೇಕು ಎಂದು ಮಹಿಳಾ ಮತ್ತು ಮಕ್ಕಳ ಅಭಿವೃದ್ಧಿ ಸಚಿವೆ ಲಕ್ಷ್ಮೀ ಹೆಬ್ಬಾಳಕರ್ ಕರೆ ನೀಡಿದರು. ಮಹಿಳೆಯರು ಸ್ವಾವಲಂಬಿಗಳಾಗಬೇಕು, ಸಂಘಟಿತರಾಗಬೇಕು. ಸರ್ಕಾರದ ಯೋಜನೆಗಳನ್ನು ಸದುಪಯೋಗ ಪಡಿಸಿಕೊಳ್ಳಬೇಕು. ಕಾಂಗ್ರೆಸ್ ಪಕ್ಷ ಮಹಿಳೆಯರಿಗೆ ಹೆಚ್ಚಿನ ಅವಕಾಶ ನೀಡಿದೆ ಎಂದರು.	[538, 468, 669, 538]
dateline: ಪುಣೆ:	[380, 281, 395, 291]
box-title: ಹಾರ್ಮುಜ್ ಬಗ್ಗೆ ಅಮೆರಿಕ ಜತೆ ಚರ್ಚಿಸಿಲ್ಲ: ಭಾರತ	[368, 991, 522, 1017]
obituary-photo	[736, 939, 826, 1019]
meeting-photo	[196, 95, 372, 207]
horoscope-sign	[110, 781, 196, 822]
story-body-cont: ಸಾಮಾಜಿಕ ನ್ಯಾಯ, ದಲಿತರು, ಅಲ್ಪಸಂಖ್ಯಾತರು ಮತ್ತು ಹಿಂದುಳಿದ ವರ್ಗಗಳ ಏಳಿಗೆಗೆ ಅವರು ಸದಾ ಧ್ವನಿ ಎತ್ತಿದ್ದರು. ಸಚಿವರಾಗಿ ಹಲವು ಜನಪರ ಯೋಜನೆಗಳನ್ನು ಜಾರಿಗೊಳಿಸಿದರು. ಕಾರ್ಯಕ್ರಮದಲ್ಲಿ ಸಚಿವ ಎಚ್.ಕೆ. ಪಾಟೀಲ, ಡಿಸಿಎಂ ಡಿ.ಕೆ. ಶಿವಕುಮಾರ್ ಸೇರಿದಂತೆ ಹಲವು ಗಣ್ಯರು ಉಪಸ್ಥಿತರಿದ್ದರು.	[764, 255, 934, 305]
story-oil-ships	[206, 970, 524, 1099]
quote-byline: ಶಿವಕುಮಾರ್, ಡಿಸಿಎಂ	[873, 664, 930, 674]
headline: ಎಲ್‌ಪಿಜಿ ವಿತರಣೆಗೆ ಹೊಸ ನೀತಿ	[206, 749, 422, 773]
story-body: ಬೆಂಗಳೂರು: ರಾಜ್ಯದ ವಿವಿಧೆಡೆ ಸೋಮವಾರ ಸಂಜೆ ಗುಡುಗು, ಮಿಂಚು ಸಹಿತ ಆಲಿಕಲ್ಲು ಮಳೆ ಸುರಿದಿದೆ. ಸಿಡಿಲು ಬಡಿದು ಬಾಲಕನೊಬ್ಬ ಮೃತಪಟ್ಟಿದ್ದಾನೆ. ಹಲವೆಡೆ ಮರಗಳು ಧರೆಗುರುಳಿದ್ದು, ವಿದ್ಯುತ್ ಸಂಪರ್ಕ ಕಡಿತಗೊಂಡಿದೆ. ಬೆಳೆಗಳಿಗೆ ಹಾನಿಯಾಗಿದ್ದು ರೈತರು ಆತಂಕಕ್ಕೆ ಒಳಗಾಗಿದ್ದಾರೆ. ಬೆಂಗಳೂರು ನಗರದಲ್ಲಿ ಸಂಜೆ ಸುರಿದ ಮಳೆಯಿಂದಾಗಿ ಹಲವು ರಸ್ತೆಗಳಲ್ಲಿ ನೀರು ನಿಂತು ವಾಹನ ಸವಾರರು ಪರದಾಡಿದರು. ಕೋಲಾರ, ಚಿಕ್ಕಬಳ್ಳಾಪುರ, ತುಮಕೂರು ಭಾಗದಲ್ಲಿ ಆಲಿಕಲ್ಲು ಮಳೆಯಾಗಿದೆ. ಮುಂದಿನ ಮೂರು ದಿನ ರಾಜ್ಯದ ಹಲವೆಡೆ ಮಳೆಯಾಗುವ ಸಾಧ್ಯತೆ ಇದೆ ಎಂದು ಹವಾಮಾನ ಇಲಾಖೆ ಮುನ್ಸೂಚನೆ ನೀಡಿದೆ.	[562, 1202, 743, 1294]
divider	[204, 966, 526, 967]
quote-box	[808, 600, 934, 691]
divider	[16, 1170, 196, 1171]
subhead: ಒಡಿಶಾದಲ್ಲಿ ನಾಲ್ಕು ಸ್ಥಾನ ಬಿಜೆಪಿಗೆ	[16, 1246, 96, 1256]
divider	[380, 262, 580, 263]
story-kh-patil	[588, 68, 934, 340]
story-hailstorm	[562, 1180, 934, 1323]
zodiac-icon: ✦	[110, 734, 122, 746]
sign-text: ಖರ್ಚು ನಿಯಂತ್ರಿಸಿ. ಅಧಿಕ ಕೆಲಸದ ಒತ್ತಡ. ಆರೋಗ್ಯದ ಬಗ್ಗೆ ಎಚ್ಚರ ವಹಿಸಿ. ಬಂಧುಗಳ ಭೇಟಿ.	[110, 643, 188, 672]
story-body: ಪುಣೆ: 243 ಸದಸ್ಯರ ಬಿಹಾರ ವಿಧಾನಸಭೆಯಲ್ಲಿ ಎನ್‌ಡಿಎ 202 ಸದಸ್ಯರ ಬಲ ಹೊಂದಿದ್ದು, ರಾಜ್ಯಸಭಾ ಚುನಾವಣೆಯಲ್ಲಿ ಎನ್‌ಡಿಎ ಅಭ್ಯರ್ಥಿಗಳು ಭರ್ಜರಿ ಗೆಲುವು ಸಾಧಿಸಿದ್ದಾರೆ. ಬಿಜೆಪಿಯ ನಿತಿನ್ ನಬಿನ್ ಹಾಗೂ ಜೆಡಿಯುನ ನಿತೀಶ್ ಕುಮಾರ್ ಸೇರಿದಂತೆ ಎಂಟು ಅಭ್ಯರ್ಥಿಗಳು ಜಯಗಳಿಸಿದ್ದಾರೆ. ಒಡಿಶಾದಲ್ಲಿ ನಾಲ್ಕು ಸ್ಥಾನ ಬಿಜೆಪಿಗೆ ಒಡಿಶಾದಲ್ಲಿ ಬಿಜೆಪಿ ನಾಲ್ಕು ಸ್ಥಾನಗಳನ್ನು ಗೆದ್ದುಕೊಂಡಿದೆ. ಹರಿಯಾಣ ಮತ್ತು ಮಹಾರಾಷ್ಟ್ರದಲ್ಲಿಯೂ ಎನ್‌ಡಿಎ ಅಭ್ಯರ್ಥಿಗಳು ಜಯ ಸಾಧಿಸಿದ್ದಾರೆ. ಕಾಂಗ್ರೆಸ್ ಅಭ್ಯರ್ಥಿಗಳಿಗೆ ನಿರೀಕ್ಷಿತ ಮತ ದೊರೆಯಲಿಲ್ಲ ಎಂದು ಮೂಲಗಳು ತಿಳಿಸಿವೆ.	[16, 1204, 197, 1288]
zodiac-icon: ✦	[16, 734, 28, 746]
